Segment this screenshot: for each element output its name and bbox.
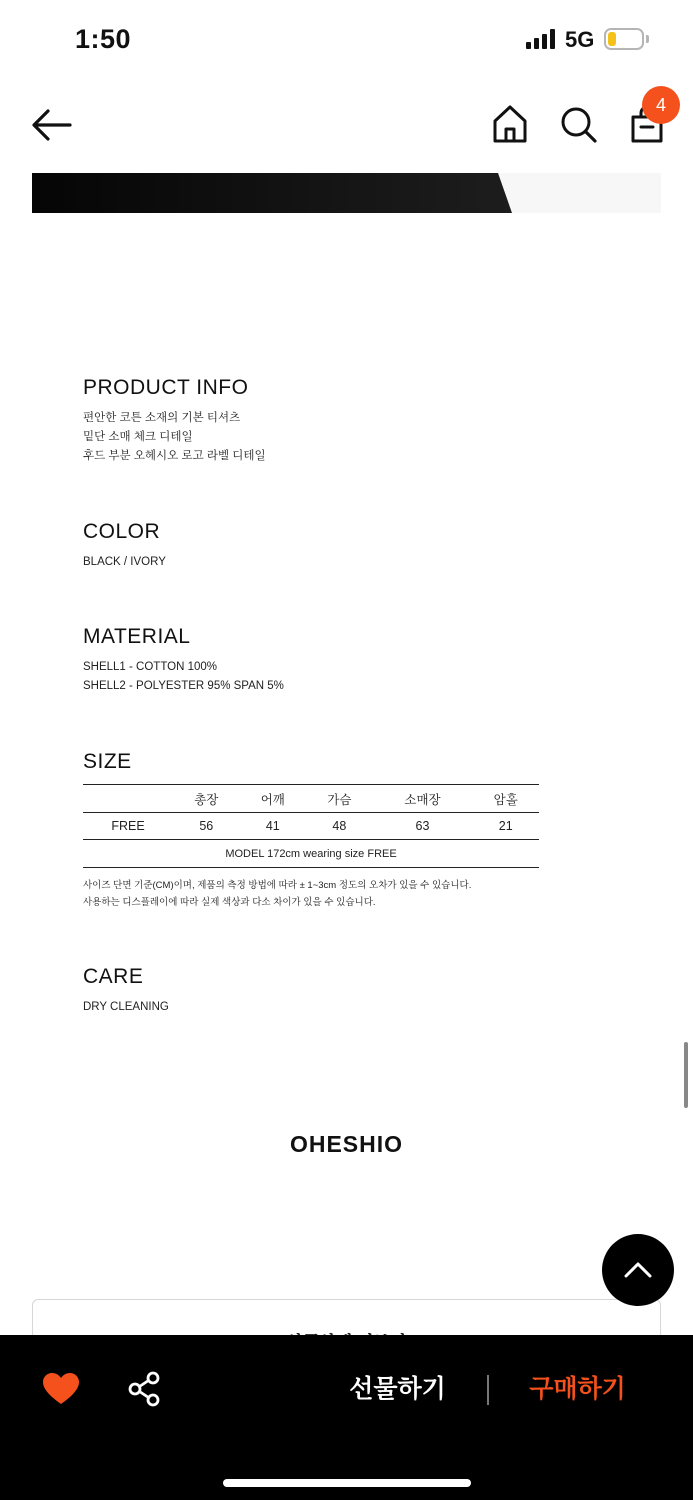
size-notes xyxy=(83,877,553,911)
gift-button[interactable]: 선물하기 xyxy=(349,1374,446,1403)
care-value: DRY CLEANING xyxy=(83,1001,169,1013)
care-title: CARE xyxy=(83,965,144,988)
network-type: 5G xyxy=(565,27,595,52)
heart-icon[interactable] xyxy=(42,1372,80,1406)
table-row xyxy=(83,813,539,840)
model-note: MODEL 172cm wearing size FREE xyxy=(83,840,539,868)
size-table xyxy=(83,784,539,868)
size-cell: 56 xyxy=(173,813,240,840)
size-title: SIZE xyxy=(83,750,132,773)
status-bar xyxy=(0,0,693,80)
size-cell: FREE xyxy=(83,813,173,840)
color-section xyxy=(83,520,553,572)
search-icon[interactable] xyxy=(558,103,598,145)
chevron-up-icon xyxy=(623,1261,653,1279)
size-cell: 41 xyxy=(240,813,307,840)
color-value: BLACK / IVORY xyxy=(83,556,166,568)
size-col-header: 소매장 xyxy=(373,785,473,813)
home-icon[interactable] xyxy=(491,103,529,145)
product-info-section xyxy=(83,376,553,466)
care-section xyxy=(83,965,553,1017)
arrow-left-icon[interactable] xyxy=(30,107,74,143)
model-row xyxy=(83,840,539,868)
size-col-header xyxy=(83,785,173,813)
home-indicator xyxy=(223,1479,471,1487)
scroll-top-button[interactable] xyxy=(602,1234,674,1306)
size-col-header: 암홀 xyxy=(472,785,539,813)
size-table-header xyxy=(83,785,539,813)
battery-icon xyxy=(604,28,644,50)
product-image-fabric xyxy=(32,173,512,213)
product-info-line: 편안한 코튼 소재의 기본 티셔츠 xyxy=(83,412,241,424)
size-cell: 48 xyxy=(306,813,373,840)
size-note-line: 사용하는 디스플레이에 따라 실제 색상과 다소 차이가 있을 수 있습니다. xyxy=(83,897,376,908)
size-col-header: 가슴 xyxy=(306,785,373,813)
size-col-header: 총장 xyxy=(173,785,240,813)
size-section xyxy=(83,750,553,783)
scrollbar[interactable] xyxy=(684,1042,688,1108)
size-note-line: 사이즈 단면 기준(CM)이며, 제품의 측정 방법에 따라 ± 1~3cm 정도의 오차가 있을 수 있습니다. xyxy=(83,880,472,891)
battery-level xyxy=(608,32,616,46)
material-title: MATERIAL xyxy=(83,625,191,648)
product-image xyxy=(32,173,661,213)
cart-count-badge[interactable]: 4 xyxy=(642,86,680,124)
material-line: SHELL2 - POLYESTER 95% SPAN 5% xyxy=(83,680,284,692)
product-info-line: 후드 부분 오헤시오 로고 라벨 디테일 xyxy=(83,450,266,462)
nav-header xyxy=(0,85,693,165)
signal-icon xyxy=(526,29,558,49)
brand-logo: OHESHIO xyxy=(289,1131,404,1157)
share-icon[interactable] xyxy=(127,1371,163,1407)
size-col-header: 어깨 xyxy=(240,785,307,813)
product-info-line: 밑단 소매 체크 디테일 xyxy=(83,431,193,443)
size-cell: 63 xyxy=(373,813,473,840)
bottom-action-bar xyxy=(0,1335,693,1500)
material-line: SHELL1 - COTTON 100% xyxy=(83,661,218,673)
product-info-title: PRODUCT INFO xyxy=(83,376,249,399)
buy-button[interactable]: 구매하기 xyxy=(529,1374,626,1403)
bar-divider xyxy=(487,1375,489,1405)
battery-cap xyxy=(646,35,649,43)
status-time: 1:50 xyxy=(75,24,132,54)
size-cell: 21 xyxy=(472,813,539,840)
material-section xyxy=(83,625,553,696)
color-title: COLOR xyxy=(83,520,161,543)
